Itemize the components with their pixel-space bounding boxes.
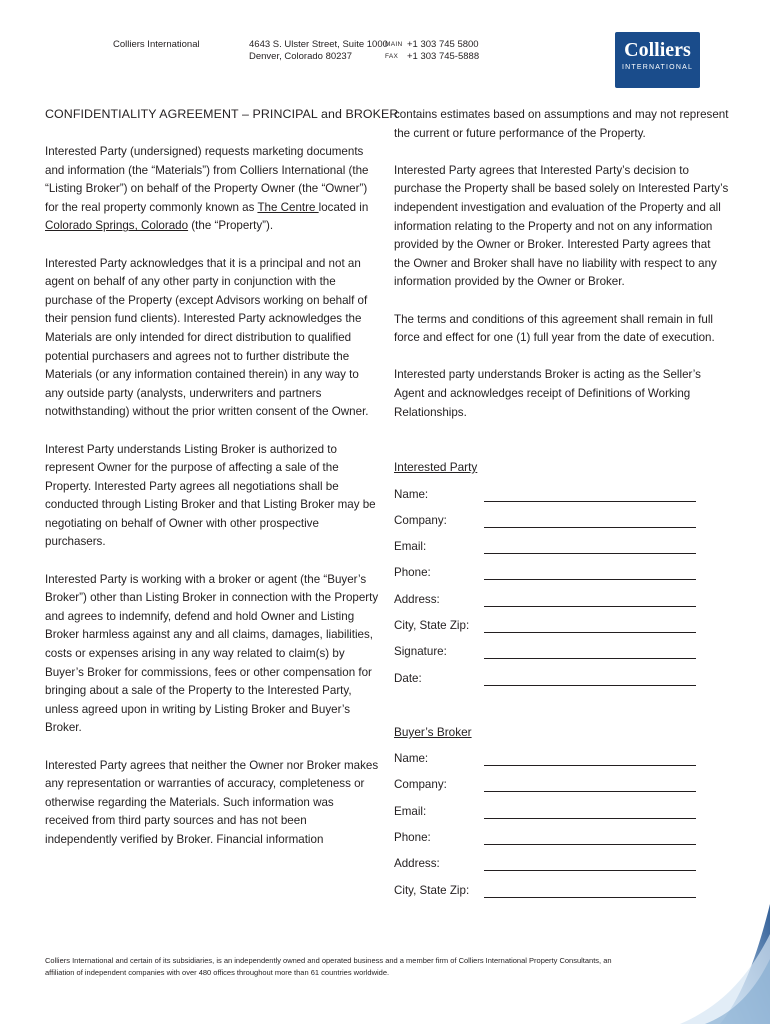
bb-company-field[interactable]: Company: [394, 778, 704, 796]
main-phone: +1 303 745 5800 [407, 39, 479, 50]
paragraph-decision: Interested Party agrees that Interested Party’s decision to purchase the Property shall be based solely on Interested Party’s independent investigation and evaluation of the Property and all information relating to the Property and not on any information provided by the Owner or Broker. Interested Party agrees that the Owner and Broker shall have no liability with respect to any information provided by the Owner or Broker. [394, 163, 729, 289]
paragraph-term: The terms and conditions of this agreement shall remain in full force and effect for one (1) full year from the date of execution. [394, 312, 715, 345]
main-label: MAIN [385, 41, 403, 48]
left-column [45, 143, 380, 868]
bb-city-state-zip-field[interactable]: City, State Zip: [394, 884, 704, 902]
fax-phone: +1 303 745-5888 [407, 51, 480, 62]
logo-name: Colliers [624, 39, 691, 61]
buyers-broker-heading: Buyer’s Broker [394, 725, 472, 739]
interested-party-heading: Interested Party [394, 460, 478, 474]
ip-signature-field[interactable]: Signature: [394, 645, 704, 663]
bb-email-field[interactable]: Email: [394, 805, 704, 823]
paragraph-estimates: contains estimates based on assumptions and may not represent the current or future performance of the Property. [394, 108, 729, 140]
bb-address-field[interactable]: Address: [394, 857, 704, 875]
paragraph-principal: Interested Party acknowledges that it is a principal and not an agent on behalf of any other party in conjunction with the purchase of the Property (except Advisors working on behalf of their pension fund clients). Interested Party acknowledges the Materials are only intended for direct distribution to qualified potential purchasers and agrees not to further distribute the Materials (or any information contained therein) in any way to any outside party (analysts, underwriters and partners notwithstanding) without the prior written consent of the Owner. [45, 256, 369, 419]
ip-date-field[interactable]: Date: [394, 672, 704, 690]
ip-company-field[interactable]: Company: [394, 514, 704, 532]
paragraph-request: Interested Party (undersigned) requests marketing documents and information (the “Materials”) from Colliers International (the “Listing Broker”) on behalf of the Property Owner (the “Owner”) for the real property commonly known as The Centre located in Colorado Springs, Colorado (the “Property”). [45, 145, 369, 233]
paragraph-warranties: Interested Party agrees that neither the Owner nor Broker makes any representation or warranties of accuracy, completeness or otherwise regarding the Materials. Such information was received from third party sources and has not been independently verified by Broker. Financial information [45, 758, 379, 846]
paragraph-agent: Interested party understands Broker is acting as the Seller’s Agent and acknowledges receipt of Definitions of Working Relationships. [394, 368, 701, 419]
company-name: Colliers International [113, 39, 200, 50]
paragraph-listing-broker: Interest Party understands Listing Broker is authorized to represent Owner for the purpose of affecting a sale of the Property. Interested Party agrees all negotiations shall be conducted through Listing Broker and that Listing Broker may be negotiating on behalf of Owner with other prospective purchasers. [45, 442, 376, 549]
colliers-logo [615, 32, 700, 88]
corner-swoosh-graphic [660, 904, 770, 1024]
address-line-2: Denver, Colorado 80237 [249, 51, 352, 62]
ip-city-state-zip-field[interactable]: City, State Zip: [394, 619, 704, 637]
paragraph-buyers-broker: Interested Party is working with a broker or agent (the “Buyer’s Broker”) other than Listing Broker in connection with the Property and agrees to indemnify, defend and hold Owner and Listing Broker harmless against any and all claims, damages, liabilities, costs or expenses arising in any way related to claim(s) by Buyer’s Broker for commissions, fees or other compensation for bringing about a sale of the Property to the Interested Party, unless agreed upon in writing by Listing Broker and Buyer’s Broker. [45, 572, 379, 735]
footer-disclaimer: Colliers International and certain of its subsidiaries, is an independently owned and operated business and a member firm of Colliers International Property Consultants, an affiliation of independent companies with over 480 offices throughout more than 61 countries worldwide. [45, 956, 612, 977]
logo-subtitle: INTERNATIONAL [621, 64, 694, 71]
ip-name-field[interactable]: Name: [394, 488, 704, 506]
ip-address-field[interactable]: Address: [394, 593, 704, 611]
address-line-1: 4643 S. Ulster Street, Suite 1000 [249, 39, 388, 50]
fax-label: FAX [385, 53, 399, 60]
bb-phone-field[interactable]: Phone: [394, 831, 704, 849]
bb-name-field[interactable]: Name: [394, 752, 704, 770]
ip-email-field[interactable]: Email: [394, 540, 704, 558]
right-column [394, 106, 729, 441]
property-location: Colorado Springs, Colorado [45, 219, 189, 233]
document-title: CONFIDENTIALITY AGREEMENT – PRINCIPAL and BROKER [45, 107, 399, 121]
ip-phone-field[interactable]: Phone: [394, 566, 704, 584]
property-name: The Centre [257, 200, 319, 214]
